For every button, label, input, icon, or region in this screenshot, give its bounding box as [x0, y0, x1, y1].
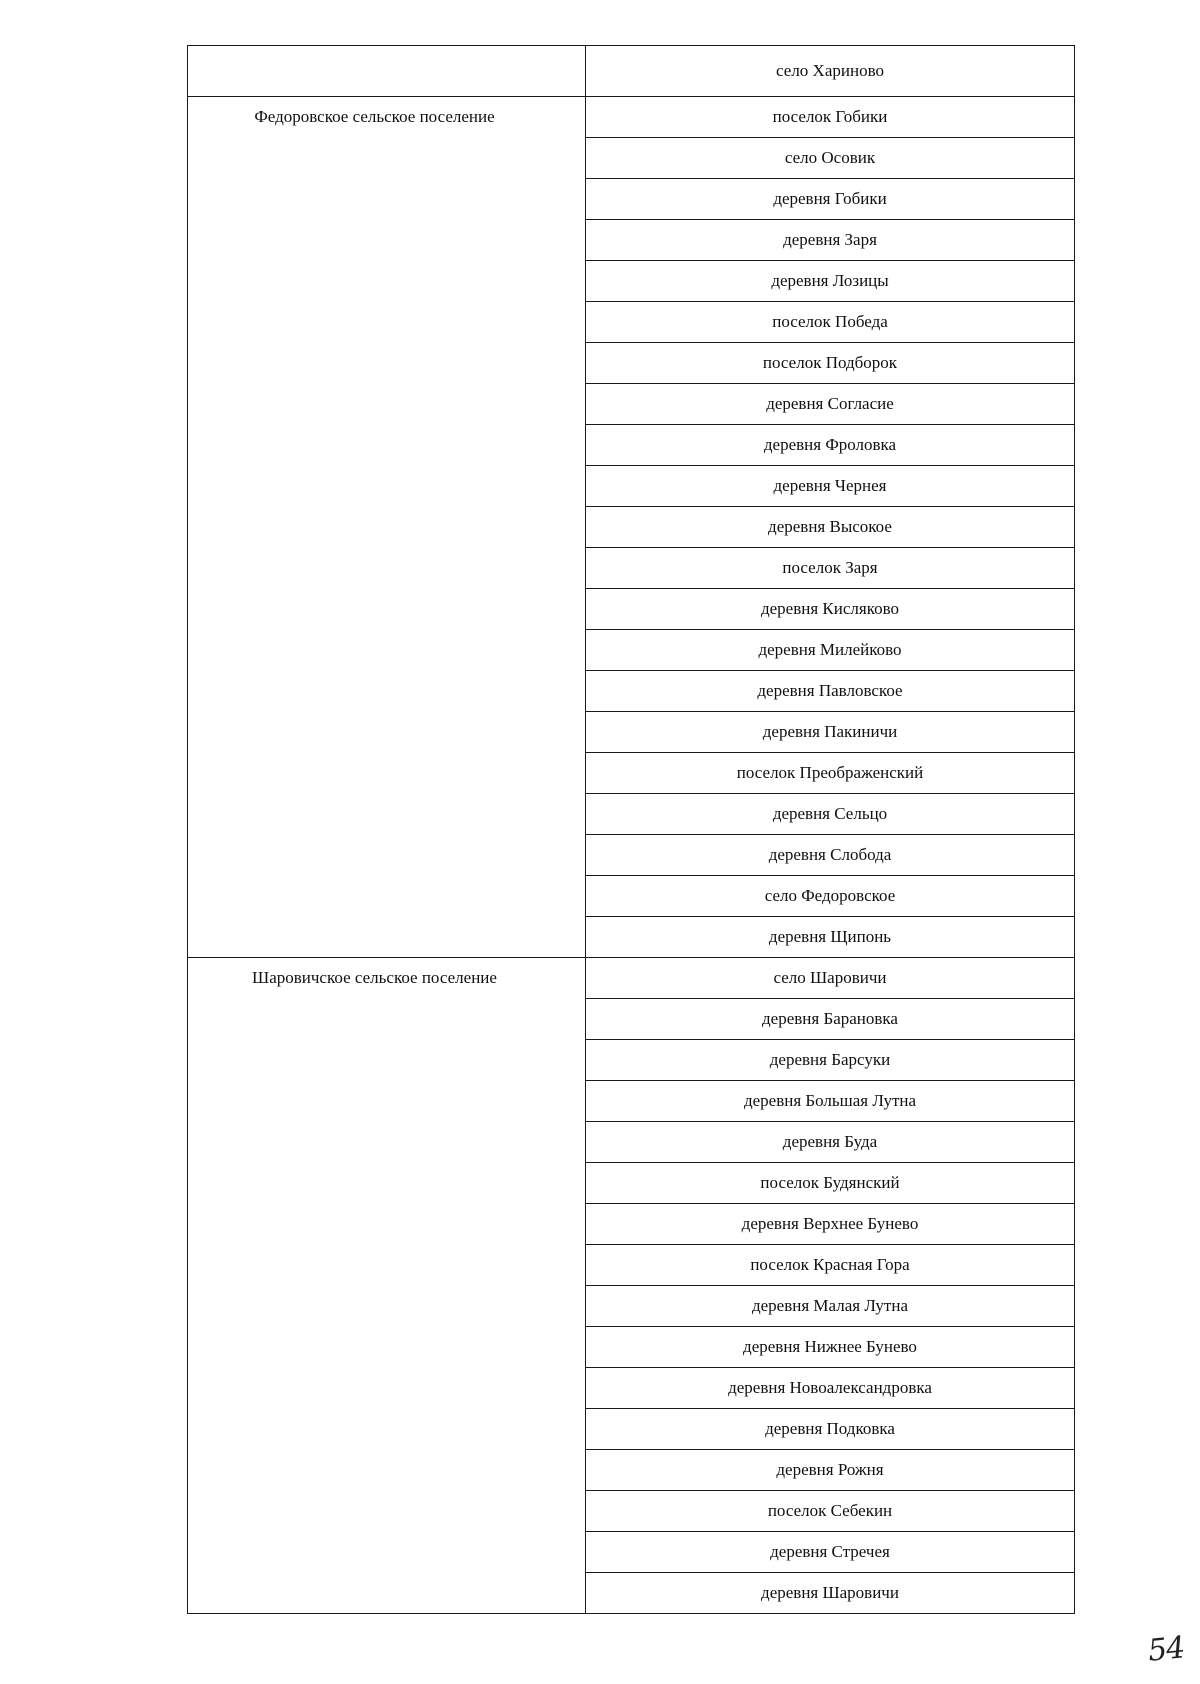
settlements-table: [187, 45, 1075, 1614]
settlement-cell: деревня Большая Лутна: [586, 1081, 1075, 1122]
settlement-cell: деревня Барановка: [586, 999, 1075, 1040]
settlement-cell: деревня Барсуки: [586, 1040, 1075, 1081]
table-row: [188, 958, 1075, 999]
settlement-cell: деревня Павловское: [586, 671, 1075, 712]
table-row: [188, 97, 1075, 138]
settlement-cell: деревня Стречея: [586, 1532, 1075, 1573]
settlement-cell: деревня Новоалександровка: [586, 1368, 1075, 1409]
settlement-cell: село Федоровское: [586, 876, 1075, 917]
settlement-cell: поселок Победа: [586, 302, 1075, 343]
settlements-table-body: [188, 46, 1075, 1614]
district-cell: [188, 97, 586, 958]
settlement-cell: деревня Заря: [586, 220, 1075, 261]
settlement-cell: деревня Высокое: [586, 507, 1075, 548]
table-row: [188, 46, 1075, 97]
settlement-cell: деревня Верхнее Бунево: [586, 1204, 1075, 1245]
settlement-cell: деревня Милейково: [586, 630, 1075, 671]
settlement-cell: деревня Буда: [586, 1122, 1075, 1163]
district-name: Шаровичское сельское поселение: [252, 968, 497, 987]
settlement-cell: село Осовик: [586, 138, 1075, 179]
settlement-cell: поселок Заря: [586, 548, 1075, 589]
settlement-cell: деревня Сельцо: [586, 794, 1075, 835]
settlement-cell: деревня Лозицы: [586, 261, 1075, 302]
settlement-cell: село Хариново: [586, 46, 1075, 97]
settlement-cell: деревня Пакиничи: [586, 712, 1075, 753]
settlement-cell: поселок Красная Гора: [586, 1245, 1075, 1286]
settlement-cell: деревня Подковка: [586, 1409, 1075, 1450]
settlement-cell: поселок Гобики: [586, 97, 1075, 138]
settlement-cell: деревня Гобики: [586, 179, 1075, 220]
settlement-cell: деревня Чернея: [586, 466, 1075, 507]
district-name: Федоровское сельское поселение: [254, 107, 495, 126]
settlement-cell: деревня Согласие: [586, 384, 1075, 425]
settlement-cell: деревня Шаровичи: [586, 1573, 1075, 1614]
handwritten-page-number: 54: [1146, 1630, 1186, 1669]
settlement-cell: деревня Щипонь: [586, 917, 1075, 958]
settlement-cell: деревня Нижнее Бунево: [586, 1327, 1075, 1368]
settlement-cell: поселок Будянский: [586, 1163, 1075, 1204]
district-cell: [188, 958, 586, 1614]
settlement-cell: поселок Себекин: [586, 1491, 1075, 1532]
settlement-cell: деревня Слобода: [586, 835, 1075, 876]
settlement-cell: село Шаровичи: [586, 958, 1075, 999]
settlement-cell: деревня Малая Лутна: [586, 1286, 1075, 1327]
settlement-cell: деревня Кисляково: [586, 589, 1075, 630]
settlement-cell: деревня Рожня: [586, 1450, 1075, 1491]
settlement-cell: поселок Преображенский: [586, 753, 1075, 794]
settlement-cell: поселок Подборок: [586, 343, 1075, 384]
settlement-cell: деревня Фроловка: [586, 425, 1075, 466]
district-cell: [188, 46, 586, 97]
